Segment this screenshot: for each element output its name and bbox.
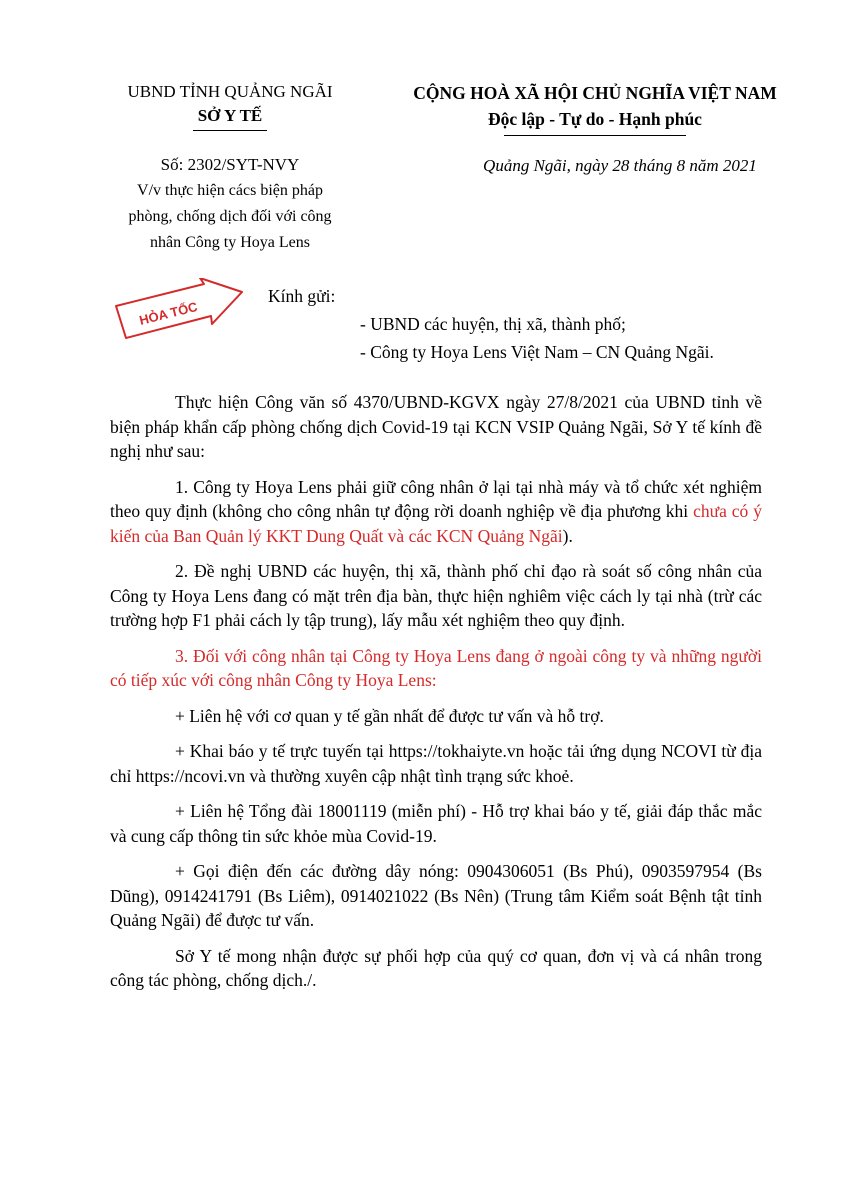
motto-underline — [504, 135, 686, 136]
item-1-paragraph — [110, 475, 762, 549]
item-1-suffix: ). — [562, 525, 573, 546]
intro-paragraph: Thực hiện Công văn số 4370/UBND-KGVX ngày 27/8/2021 của UBND tỉnh về biện pháp khẩn cấp phòng chống dịch Covid-19 tại KCN VSIP Quảng Ngãi, Sở Y tế kính đề nghị như sau: — [110, 392, 762, 461]
bullet-item: + Liên hệ với cơ quan y tế gần nhất để được tư vấn và hỗ trợ. — [175, 705, 604, 726]
document-body — [110, 390, 762, 1004]
agency-name: SỞ Y TẾ — [197, 106, 263, 125]
item-1-text: 1. Công ty Hoya Lens phải giữ công nhân ở lại tại nhà máy và tổ chức xét nghiệm theo quy định (không cho công nhân tự động rời doanh nghiệp về địa phương khi — [110, 476, 762, 521]
item-1-highlight: chưa có ý kiến của Ban Quản lý KKT Dung Quất và các KCN Quảng Ngãi — [110, 501, 762, 546]
subject-line-3: nhân Công ty Hoya Lens — [150, 234, 310, 251]
subject-line-1: V/v thực hiện cács biện pháp — [137, 182, 323, 199]
subject-line-2: phòng, chống dịch đối với công — [128, 208, 332, 225]
parent-agency: UBND TỈNH QUẢNG NGÃI — [127, 82, 333, 101]
bullet-item: + Khai báo y tế trực tuyến tại https://tokhaiyte.vn hoặc tải ứng dụng NCOVI từ địa chỉ https://ncovi.vn và thường xuyên cập nhật tình trạng sức khoẻ. — [110, 741, 762, 786]
closing-paragraph: Sở Y tế mong nhận được sự phối hợp của quý cơ quan, đơn vị và cá nhân trong công tác phòng, chống dịch./. — [110, 945, 762, 990]
issuing-agency-block — [95, 80, 365, 131]
recipient-list — [360, 310, 714, 366]
urgent-stamp — [108, 278, 248, 340]
recipient-item: - Công ty Hoya Lens Việt Nam – CN Quảng Ngãi. — [360, 342, 714, 362]
item-2-paragraph: 2. Đề nghị UBND các huyện, thị xã, thành phố chỉ đạo rà soát số công nhân của Công ty Hoya Lens đang có mặt trên địa bàn, thực hiện nghiêm việc cách ly tại nhà (trừ các trường hợp F1 phải cách ly tập trung), lấy mẫu xét nghiệm theo quy định. — [110, 561, 762, 630]
greeting: Kính gửi: — [268, 286, 336, 306]
bullet-item: + Gọi điện đến các đường dây nóng: 0904306051 (Bs Phú), 0903597954 (Bs Dũng), 0914241791 (Bs Liêm), 0914021022 (Bs Nên) (Trung tâm Kiểm soát Bệnh tật tỉnh Quảng Ngãi) để được tư vấn. — [110, 861, 762, 930]
document-number: Số: 2302/SYT-NVY — [160, 155, 300, 174]
recipient-item: - UBND các huyện, thị xã, thành phố; — [360, 314, 626, 334]
national-header — [385, 80, 805, 136]
item-3-paragraph: 3. Đối với công nhân tại Công ty Hoya Lens đang ở ngoài công ty và những người có tiếp xúc với công nhân Công ty Hoya Lens: — [110, 645, 762, 690]
motto: Độc lập - Tự do - Hạnh phúc — [488, 109, 702, 129]
dateline: Quảng Ngãi, ngày 28 tháng 8 năm 2021 — [483, 156, 757, 175]
nation-title: CỘNG HOÀ XÃ HỘI CHỦ NGHĨA VIỆT NAM — [413, 83, 777, 103]
bullet-item: + Liên hệ Tổng đài 18001119 (miễn phí) - Hỗ trợ khai báo y tế, giải đáp thắc mắc và cung cấp thông tin sức khỏe mùa Covid-19. — [110, 801, 762, 846]
stamp-text: HỎA TỐC — [137, 298, 200, 328]
agency-underline — [193, 130, 267, 131]
reference-block — [95, 152, 365, 256]
